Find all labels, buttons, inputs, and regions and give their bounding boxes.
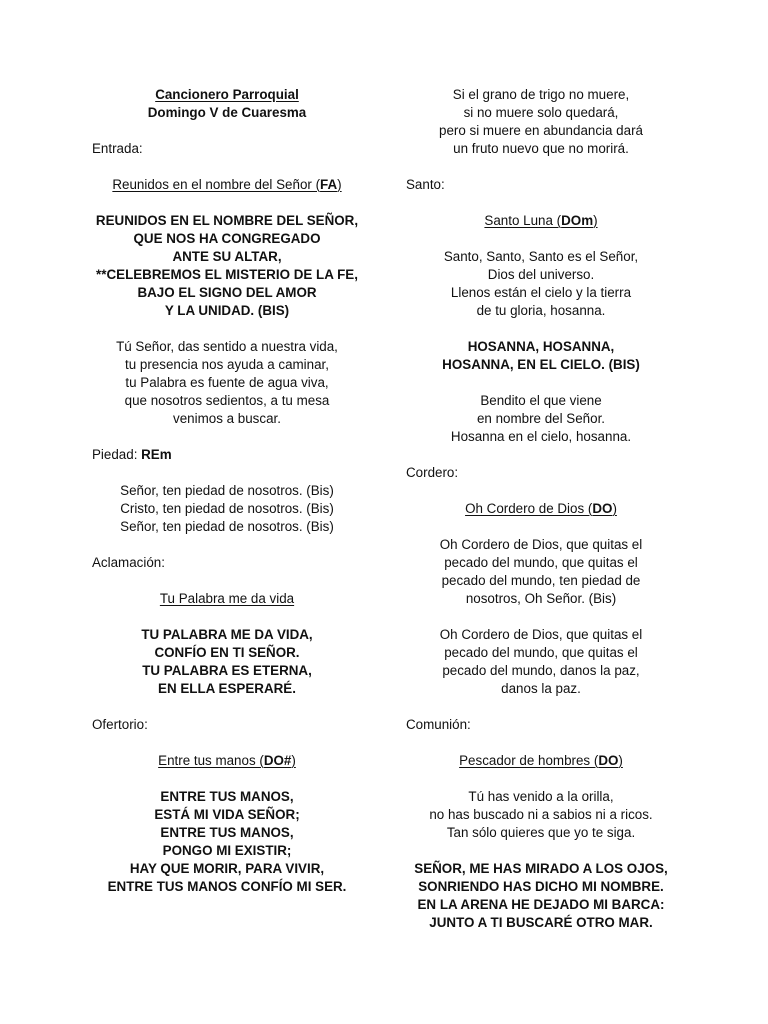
chorus-line: TU PALABRA ME DA VIDA,: [141, 627, 313, 642]
blank-line: [406, 320, 676, 338]
lyric-line: pecado del mundo, ten piedad de: [441, 573, 641, 588]
chorus-line: Cancionero Parroquial: [155, 87, 299, 102]
lyric-line: que nosotros sedientos, a tu mesa: [124, 393, 330, 408]
lyric-line: Santo, Santo, Santo es el Señor,: [443, 249, 639, 264]
title-text: Reunidos en el nombre del Señor (: [112, 177, 321, 192]
blank-line: [92, 608, 362, 626]
chorus-line: EN ELLA ESPERARÉ.: [158, 681, 296, 696]
blank-line: [406, 842, 676, 860]
chord-key: DO: [592, 501, 613, 516]
chord-key: DO: [598, 753, 619, 768]
lyric-line: Señor, ten piedad de nosotros. (Bis): [120, 519, 334, 534]
lyric-line: Oh Cordero de Dios, que quitas el: [439, 537, 643, 552]
blank-line: [406, 698, 676, 716]
lyric-line: Tú Señor, das sentido a nuestra vida,: [116, 339, 338, 354]
chorus-line: ENTRE TUS MANOS,: [160, 789, 294, 804]
title-text: Oh Cordero de Dios (: [465, 501, 593, 516]
blank-line: [406, 734, 676, 752]
left-column: [92, 86, 362, 896]
chorus-line: Y LA UNIDAD. (BIS): [164, 303, 290, 318]
blank-line: [92, 428, 362, 446]
title-text: ): [291, 753, 296, 768]
song-title: [92, 752, 362, 770]
title-text: ): [593, 213, 598, 228]
chorus-line: HOSANNA, HOSANNA,: [467, 339, 615, 354]
chorus-line: **CELEBREMOS EL MISTERIO DE LA FE,: [96, 267, 358, 282]
chorus-line: CONFÍO EN TI SEÑOR.: [154, 645, 300, 660]
section-label: Aclamación:: [92, 555, 165, 570]
lyric-line: de tu gloria, hosanna.: [476, 303, 606, 318]
lyric-line: Cristo, ten piedad de nosotros. (Bis): [120, 501, 334, 516]
lyric-line: un fruto nuevo que no morirá.: [453, 141, 629, 156]
song-title: [406, 500, 676, 518]
lyric-line: pecado del mundo, danos la paz,: [442, 663, 640, 678]
lyric-line: no has buscado ni a sabios ni a ricos.: [429, 807, 653, 822]
lyric-line: pecado del mundo, que quitas el: [444, 555, 638, 570]
section-label: Santo:: [406, 177, 445, 192]
blank-line: [406, 446, 676, 464]
blank-line: [92, 194, 362, 212]
title-text: ): [337, 177, 342, 192]
song-title: [406, 212, 676, 230]
blank-line: [406, 230, 676, 248]
lyric-line: Hosanna en el cielo, hosanna.: [450, 429, 632, 444]
lyric-line: pero si muere en abundancia dará: [439, 123, 643, 138]
lyric-line: Si el grano de trigo no muere,: [452, 87, 630, 102]
title-text: Piedad:: [92, 447, 142, 462]
chorus-line: HOSANNA, EN EL CIELO. (BIS): [442, 357, 640, 372]
chord-key: DO#: [263, 753, 292, 768]
chorus-line: ENTRE TUS MANOS,: [160, 825, 294, 840]
song-title: [92, 176, 362, 194]
chorus-line: ENTRE TUS MANOS CONFÍO MI SER.: [107, 879, 347, 894]
song-title: [92, 446, 362, 464]
chorus-line: TU PALABRA ES ETERNA,: [142, 663, 312, 678]
blank-line: [406, 770, 676, 788]
lyric-line: Dios del universo.: [487, 267, 595, 282]
right-column: [406, 86, 676, 932]
song-title: [406, 752, 676, 770]
lyric-line: danos la paz.: [501, 681, 581, 696]
blank-line: [92, 734, 362, 752]
blank-line: [406, 518, 676, 536]
chorus-line: REUNIDOS EN EL NOMBRE DEL SEÑOR,: [95, 213, 359, 228]
lyric-line: Bendito el que viene: [480, 393, 602, 408]
title-text: ): [612, 501, 617, 516]
blank-line: [92, 536, 362, 554]
section-label: Comunión:: [406, 717, 471, 732]
blank-line: [92, 122, 362, 140]
title-text: ): [618, 753, 623, 768]
lyric-line: Señor, ten piedad de nosotros. (Bis): [120, 483, 334, 498]
lyric-line: si no muere solo quedará,: [463, 105, 619, 120]
blank-line: [406, 482, 676, 500]
lyric-line: tu presencia nos ayuda a caminar,: [125, 357, 329, 372]
chorus-line: HAY QUE MORIR, PARA VIVIR,: [129, 861, 325, 876]
chorus-line: QUE NOS HA CONGREGADO: [133, 231, 321, 246]
chorus-line: JUNTO A TI BUSCARÉ OTRO MAR.: [429, 915, 653, 930]
lyric-line: Tú has venido a la orilla,: [468, 789, 614, 804]
blank-line: [406, 374, 676, 392]
title-text: Santo Luna (: [484, 213, 562, 228]
chorus-line: BAJO EL SIGNO DEL AMOR: [137, 285, 317, 300]
title-text: Entre tus manos (: [158, 753, 264, 768]
lyric-line: Oh Cordero de Dios, que quitas el: [439, 627, 643, 642]
blank-line: [92, 158, 362, 176]
section-label: Cordero:: [406, 465, 459, 480]
blank-line: [92, 320, 362, 338]
lyric-line: en nombre del Señor.: [476, 411, 606, 426]
lyric-line: nosotros, Oh Señor. (Bis): [465, 591, 617, 606]
chorus-line: PONGO MI EXISTIR;: [162, 843, 292, 858]
blank-line: [406, 158, 676, 176]
lyric-line: tu Palabra es fuente de agua viva,: [125, 375, 329, 390]
lyric-line: Llenos están el cielo y la tierra: [450, 285, 632, 300]
chorus-line: ANTE SU ALTAR,: [172, 249, 282, 264]
lyric-line: venimos a buscar.: [173, 411, 281, 426]
blank-line: [92, 464, 362, 482]
blank-line: [406, 608, 676, 626]
blank-line: [92, 698, 362, 716]
title-text: Pescador de hombres (: [459, 753, 599, 768]
blank-line: [92, 770, 362, 788]
lyric-line: pecado del mundo, que quitas el: [444, 645, 638, 660]
chord-key: FA: [320, 177, 338, 192]
blank-line: [92, 572, 362, 590]
chorus-line: EN LA ARENA HE DEJADO MI BARCA:: [417, 897, 665, 912]
blank-line: [406, 194, 676, 212]
section-label: Entrada:: [92, 141, 143, 156]
chorus-line: Domingo V de Cuaresma: [147, 105, 307, 120]
chorus-line: ESTÁ MI VIDA SEÑOR;: [154, 807, 300, 822]
chord-key: REm: [141, 447, 172, 462]
chorus-line: SONRIENDO HAS DICHO MI NOMBRE.: [418, 879, 664, 894]
lyric-line: Tu Palabra me da vida: [159, 591, 295, 606]
chorus-line: SEÑOR, ME HAS MIRADO A LOS OJOS,: [414, 861, 668, 876]
lyric-line: Tan sólo quieres que yo te siga.: [446, 825, 636, 840]
section-label: Ofertorio:: [92, 717, 148, 732]
chord-key: DOm: [561, 213, 594, 228]
